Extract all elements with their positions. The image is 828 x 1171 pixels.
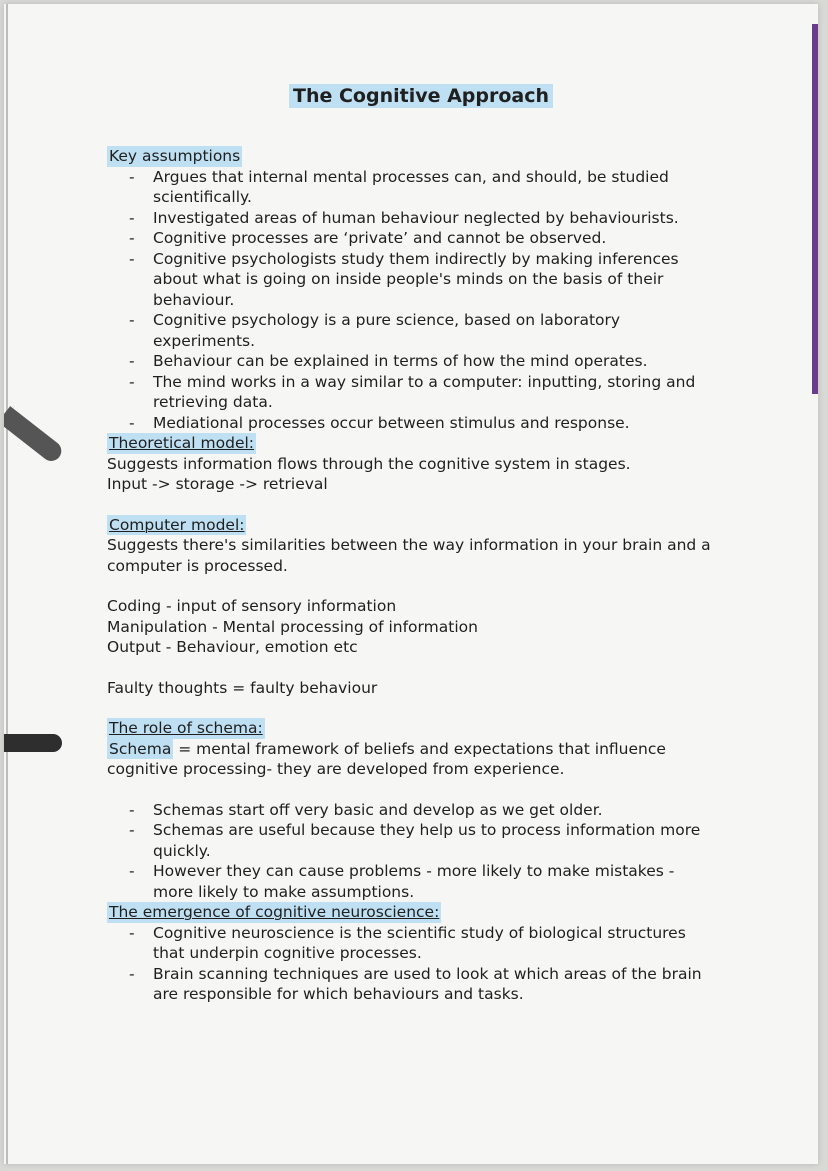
neuroscience-list	[107, 923, 717, 1005]
schema-list	[107, 800, 717, 903]
neuroscience-heading: The emergence of cognitive neuroscience:	[109, 903, 440, 921]
list-item: - Investigated areas of human behaviour neglected by behaviourists.	[129, 208, 717, 229]
binder-ring-bottom	[4, 734, 62, 752]
list-item: - Mediational processes occur between stimulus and response.	[129, 413, 717, 434]
list-item: - Cognitive psychology is a pure science, based on laboratory experiments.	[129, 310, 717, 351]
schema-definition-text: = mental framework of beliefs and expectations that influence cognitive processing- they are developed from experience.	[107, 739, 666, 778]
schema-heading: The role of schema:	[109, 719, 263, 737]
list-item: - The mind works in a way similar to a computer: inputting, storing and retrieving data.	[129, 372, 717, 413]
computer-model-text: Suggests there's similarities between the way information in your brain and a computer is processed.	[107, 536, 711, 575]
list-item: - Behaviour can be explained in terms of how the mind operates.	[129, 351, 717, 372]
list-item: - Cognitive processes are ‘private’ and cannot be observed.	[129, 228, 717, 249]
theoretical-model-text: Suggests information flows through the cognitive system in stages.	[107, 454, 631, 473]
faulty-thoughts-summary: Faulty thoughts = faulty behaviour	[107, 678, 378, 697]
list-item: - Cognitive psychologists study them indirectly by making inferences about what is going on inside people's minds on the basis of their behaviour.	[129, 249, 717, 311]
key-assumptions-heading: Key assumptions	[109, 147, 241, 165]
schema-definition	[107, 739, 717, 780]
theoretical-model-section	[107, 433, 717, 495]
stage-coding: Coding - input of sensory information	[107, 597, 397, 615]
page-title: The Cognitive Approach	[289, 84, 553, 108]
schema-section	[107, 718, 717, 902]
binder-edge	[812, 24, 818, 394]
list-item: - However they can cause problems - more likely to make mistakes - more likely to make assumptions.	[129, 861, 717, 902]
margin-line	[6, 4, 8, 1164]
list-item: - Cognitive neuroscience is the scientific study of biological structures that underpin cognitive processes.	[129, 923, 717, 964]
stage-output: Output - Behaviour, emotion etc	[107, 638, 358, 656]
list-item: - Schemas are useful because they help us to process information more quickly.	[129, 820, 717, 861]
notes-content	[107, 84, 717, 1005]
computer-model-heading: Computer model:	[109, 515, 245, 534]
binder-ring-top	[4, 406, 65, 465]
list-item: - Schemas start off very basic and develop as we get older.	[129, 800, 717, 821]
list-item: - Brain scanning techniques are used to look at which areas of the brain are responsible for which behaviours and tasks.	[129, 964, 717, 1005]
neuroscience-section	[107, 902, 717, 1005]
document-page	[4, 4, 818, 1164]
theoretical-model-flow: Input -> storage -> retrieval	[107, 475, 328, 493]
list-item: - Argues that internal mental processes can, and should, be studied scientifically.	[129, 167, 717, 208]
theoretical-model-heading: Theoretical model:	[109, 434, 255, 452]
schema-term: Schema	[109, 739, 172, 758]
key-assumptions-list	[107, 167, 717, 434]
computer-model-section	[107, 515, 717, 699]
stage-manipulation: Manipulation - Mental processing of information	[107, 617, 478, 636]
key-assumptions-section	[107, 146, 717, 433]
